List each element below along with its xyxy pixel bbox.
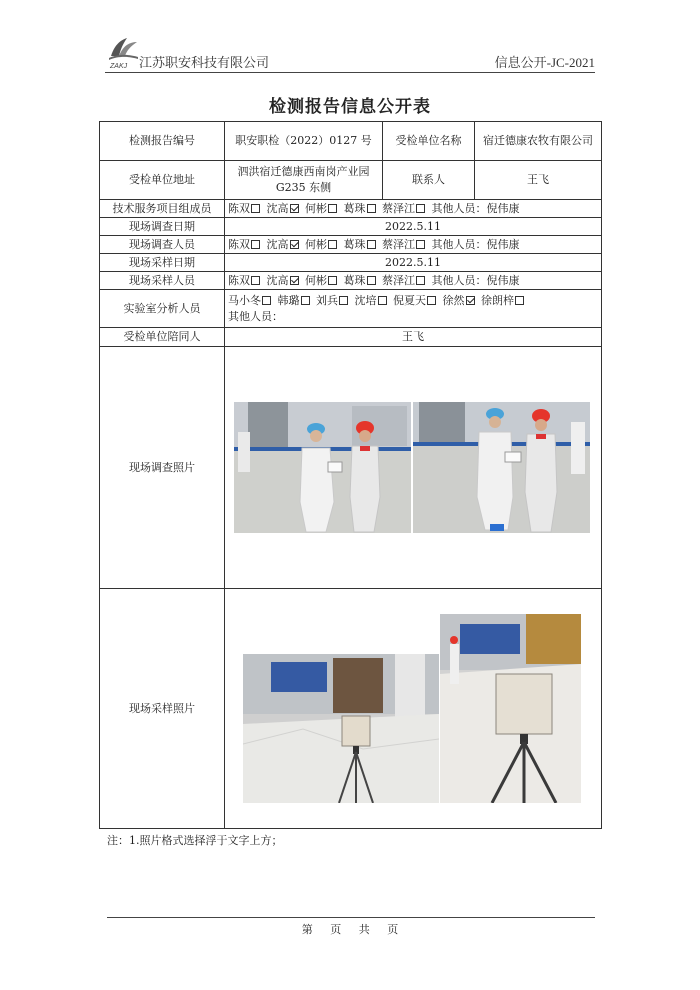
- report-no-value: 职安职检（2022）0127 号: [225, 122, 383, 161]
- footnote: 注：1.照片格式选择浮于文字上方；: [107, 834, 283, 847]
- survey-staff-members: 陈双 沈高 何彬 葛珠 蔡泽江 其他人员：倪伟康: [225, 236, 602, 254]
- document-code: 信息公开-JC-2021: [494, 55, 595, 70]
- header-divider: [105, 72, 595, 73]
- sampling-date-label: 现场采样日期: [100, 254, 225, 272]
- table-row: [100, 254, 602, 272]
- lab-members: 马小冬 韩璐 刘兵 沈培 倪夏天 徐然 徐朗梓 其他人员：: [225, 290, 602, 328]
- sampling-photo-2: [440, 614, 581, 803]
- client-value: 宿迁德康农牧有限公司: [475, 122, 602, 161]
- checkbox[interactable]: [416, 240, 425, 249]
- survey-date-label: 现场调查日期: [100, 218, 225, 236]
- checkbox[interactable]: [367, 204, 376, 213]
- checkbox[interactable]: [262, 296, 271, 305]
- checkbox[interactable]: [328, 240, 337, 249]
- lab-others: 其他人员：: [228, 309, 283, 323]
- escort-value: 王飞: [225, 328, 602, 347]
- page-header: [105, 34, 595, 74]
- survey-photo-2: [413, 402, 590, 533]
- lab-label: 实验室分析人员: [100, 290, 225, 328]
- checkbox[interactable]: [328, 204, 337, 213]
- team-members: 陈双 沈高 何彬 葛珠 蔡泽江 其他人员：倪伟康: [225, 200, 602, 218]
- footer-divider: [107, 917, 595, 918]
- logo-text: ZAKJ: [110, 63, 128, 70]
- checkbox[interactable]: [416, 276, 425, 285]
- checkbox[interactable]: [290, 276, 299, 285]
- table-row: [100, 122, 602, 161]
- checkbox[interactable]: [251, 204, 260, 213]
- checkbox[interactable]: [378, 296, 387, 305]
- client-label: 受检单位名称: [383, 122, 475, 161]
- checkbox[interactable]: [251, 276, 260, 285]
- table-row: [100, 272, 602, 290]
- table-row: [100, 218, 602, 236]
- contact-value: 王飞: [475, 161, 602, 200]
- page-number: 第 页 共 页: [301, 923, 399, 936]
- checkbox[interactable]: [515, 296, 524, 305]
- contact-label: 联系人: [383, 161, 475, 200]
- survey-staff-others: 其他人员：倪伟康: [431, 237, 520, 251]
- checkbox[interactable]: [301, 296, 310, 305]
- checkbox[interactable]: [290, 240, 299, 249]
- sampling-staff-label: 现场采样人员: [100, 272, 225, 290]
- sampling-date-value: 2022.5.11: [225, 254, 602, 272]
- checkbox[interactable]: [251, 240, 260, 249]
- survey-staff-label: 现场调查人员: [100, 236, 225, 254]
- checkbox[interactable]: [466, 296, 475, 305]
- sampling-photos-label: 现场采样照片: [100, 589, 225, 829]
- checkbox[interactable]: [339, 296, 348, 305]
- sampling-staff-members: 陈双 沈高 何彬 葛珠 蔡泽江 其他人员：倪伟康: [225, 272, 602, 290]
- address-label: 受检单位地址: [100, 161, 225, 200]
- checkbox[interactable]: [328, 276, 337, 285]
- survey-photo-1: [234, 402, 411, 533]
- checkbox[interactable]: [290, 204, 299, 213]
- team-label: 技术服务项目组成员: [100, 200, 225, 218]
- company-name: 江苏职安科技有限公司: [139, 56, 270, 71]
- checkbox[interactable]: [367, 276, 376, 285]
- sampling-photo-1: [243, 654, 439, 803]
- company-logo: [105, 34, 141, 70]
- table-row: [100, 161, 602, 200]
- team-others: 其他人员：倪伟康: [431, 201, 520, 215]
- table-row: [100, 328, 602, 347]
- checkbox[interactable]: [367, 240, 376, 249]
- escort-label: 受检单位陪同人: [100, 328, 225, 347]
- sampling-staff-others: 其他人员：倪伟康: [431, 273, 520, 287]
- report-no-label: 检测报告编号: [100, 122, 225, 161]
- table-row: [100, 236, 602, 254]
- table-row: [100, 290, 602, 328]
- survey-date-value: 2022.5.11: [225, 218, 602, 236]
- table-row: [100, 200, 602, 218]
- survey-photos-label: 现场调查照片: [100, 347, 225, 589]
- checkbox[interactable]: [427, 296, 436, 305]
- address-value: 泗洪宿迁德康西南岗产业园 G235 东侧: [225, 161, 383, 200]
- page-title: 检测报告信息公开表: [269, 97, 431, 117]
- checkbox[interactable]: [416, 204, 425, 213]
